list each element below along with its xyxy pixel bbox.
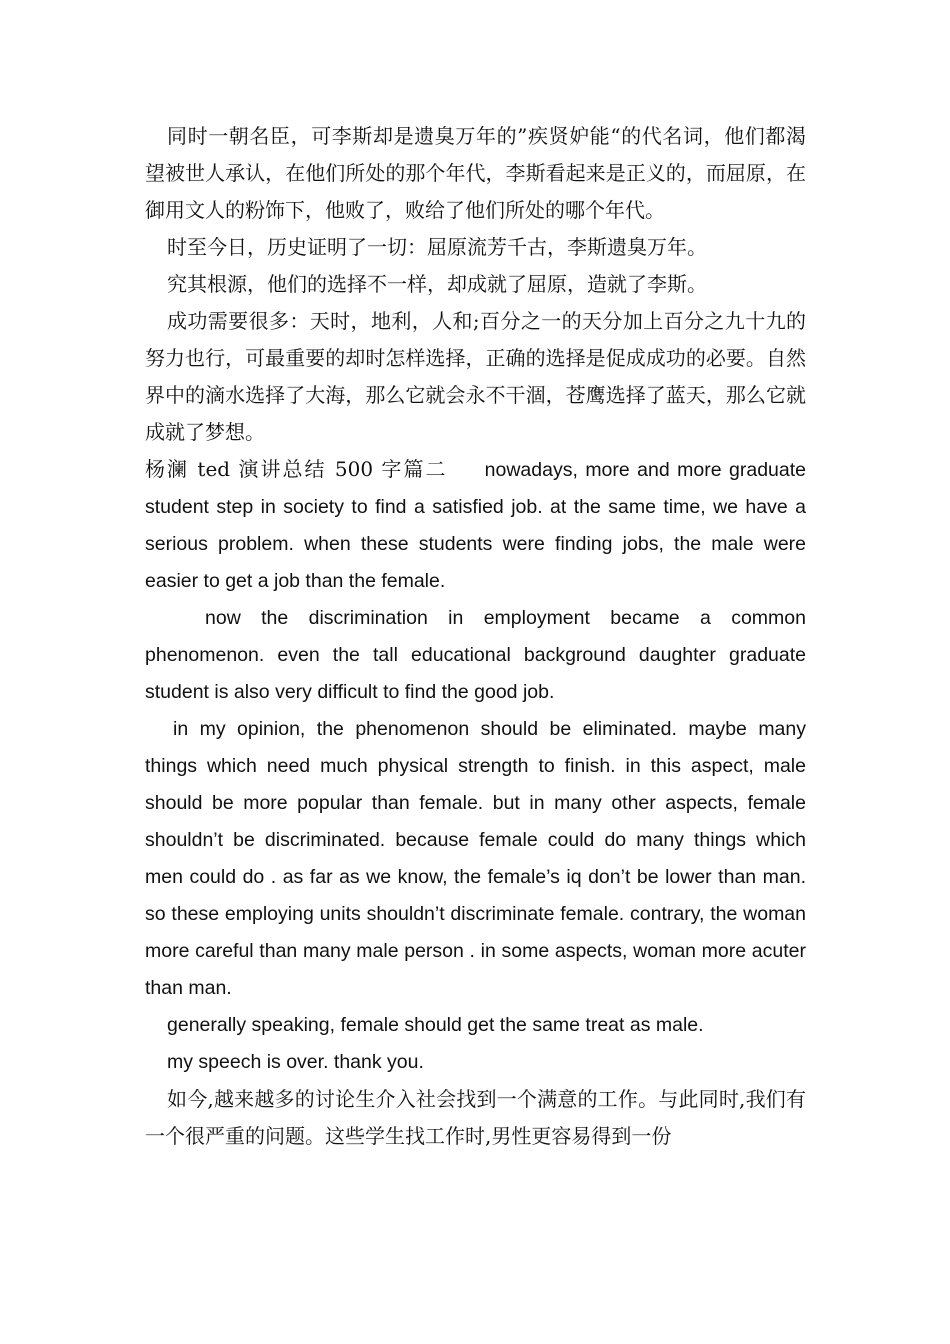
paragraph-en-2: now the discrimination in employment became a common phenomenon. even the tall educational background daughter graduate student is also very difficult to find the good job. bbox=[145, 607, 806, 703]
section-heading: 杨澜 ted 演讲总结 500 字篇二 bbox=[145, 457, 448, 481]
paragraph-en-1-text: nowadays, more and more graduate student step in society to find a satisfied job. at the same time, we have a serious problem. when these students were finding jobs, the male were easier to get a job than the female. bbox=[145, 459, 806, 592]
paragraph-zh-4: 成功需要很多：天时，地利，人和;百分之一的天分加上百分之九十九的努力也行，可最重要的却时怎样选择，正确的选择是促成成功的必要。自然界中的滴水选择了大海，那么它就会永不干涸，苍鹰选择了蓝天，那么它就成就了梦想。 bbox=[145, 309, 806, 444]
paragraph-zh-1: 同时一朝名臣，可李斯却是遗臭万年的”疾贤妒能“的代名词，他们都渴望被世人承认，在他们所处的那个年代，李斯看起来是正义的，而屈原，在御用文人的粉饰下，他败了，败给了他们所处的哪个年代。 bbox=[145, 124, 806, 222]
paragraph-zh-5: 如今,越来越多的讨论生介入社会找到一个满意的工作。与此同时,我们有一个很严重的问题。这些学生找工作时,男性更容易得到一份 bbox=[145, 1087, 806, 1148]
document-page bbox=[145, 118, 806, 1155]
paragraph-zh-2: 时至今日，历史证明了一切：屈原流芳千古，李斯遗臭万年。 bbox=[167, 235, 707, 259]
section-paragraph-en-1 bbox=[145, 451, 806, 600]
paragraph-zh-3: 究其根源，他们的选择不一样，却成就了屈原，造就了李斯。 bbox=[167, 272, 707, 296]
paragraph-en-5: my speech is over. thank you. bbox=[167, 1051, 424, 1073]
paragraph-en-3: in my opinion, the phenomenon should be eliminated. maybe many things which need much physical strength to finish. in this aspect, male should be more popular than female. but in many other aspects, female shouldn’t be discriminated. because female could do many things which men could do . as far as we know, the female’s iq don’t be lower than man. so these employing units shouldn’t discriminate female. contrary, the woman more careful than many male person . in some aspects, woman more acuter than man. bbox=[145, 718, 806, 999]
paragraph-en-4: generally speaking, female should get the same treat as male. bbox=[167, 1014, 704, 1036]
